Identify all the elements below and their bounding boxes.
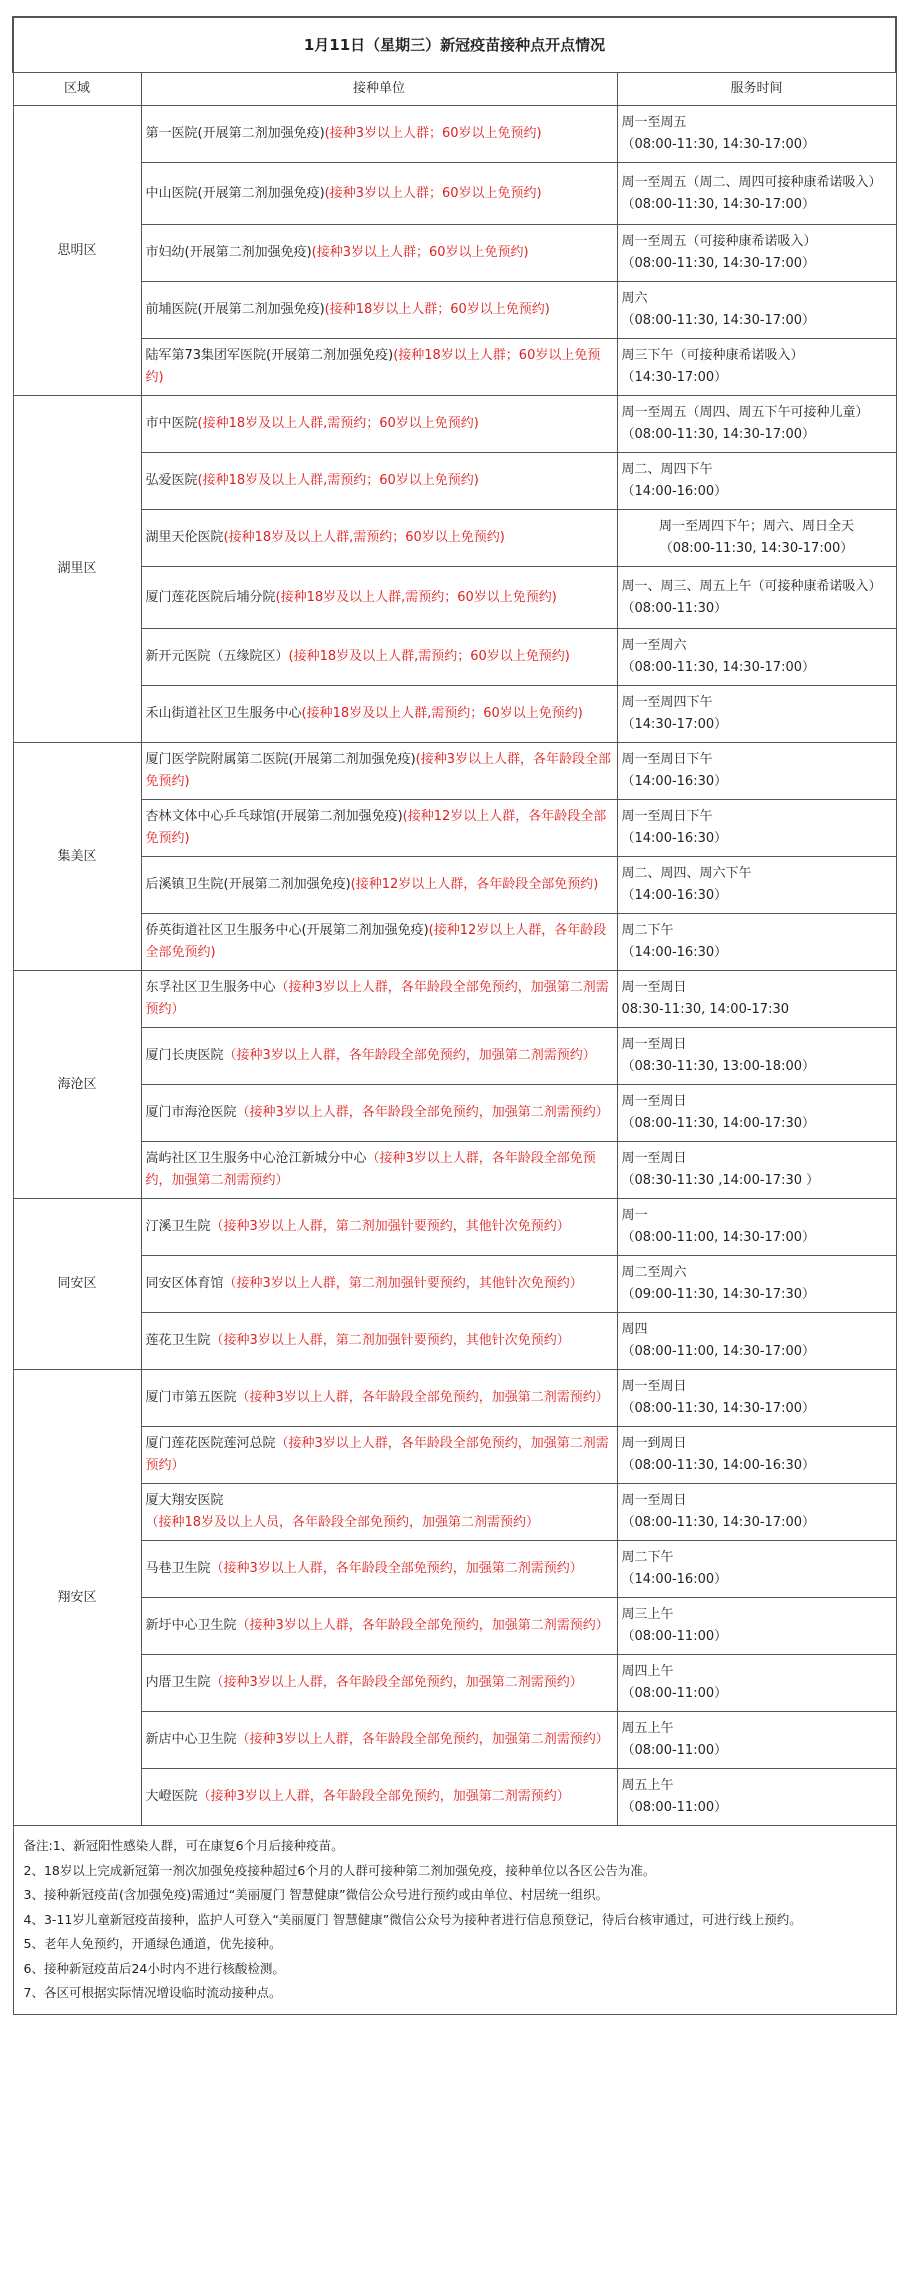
table-row xyxy=(13,163,896,225)
unit-note: (接种3岁以上人群；60岁以上免预约) xyxy=(324,185,542,201)
unit-name: 汀溪卫生院 xyxy=(145,1219,211,1234)
vaccination-unit xyxy=(141,1712,617,1769)
vaccination-unit xyxy=(141,1484,617,1541)
service-hours: （14:00-16:30） xyxy=(621,774,728,789)
table-row xyxy=(13,1769,896,1826)
service-time xyxy=(617,510,896,567)
service-days: 周一至周五（可接种康希诺吸入） xyxy=(621,234,817,249)
service-hours: （14:00-16:30） xyxy=(621,888,728,903)
unit-name: 前埔医院(开展第二剂加强免疫) xyxy=(145,302,325,317)
unit-note: (接种18岁及以上人群,需预约；60岁以上免预约) xyxy=(288,649,570,664)
table-row xyxy=(13,106,896,163)
table-row xyxy=(13,1142,896,1199)
table-row xyxy=(13,1712,896,1769)
service-days: 周一至周日 xyxy=(621,980,687,995)
service-time xyxy=(617,743,896,800)
unit-name: 内厝卫生院 xyxy=(145,1675,211,1690)
service-days: 周二至周六 xyxy=(621,1265,687,1280)
unit-name: 新圩中心卫生院 xyxy=(145,1618,237,1633)
table-row xyxy=(13,282,896,339)
service-days: 周一至周五 xyxy=(621,115,687,130)
service-hours: （08:30-11:30, 13:00-18:00） xyxy=(621,1059,816,1074)
service-hours: （08:30-11:30 ,14:00-17:30 ） xyxy=(621,1173,820,1188)
service-hours: （14:00-16:00） xyxy=(621,1572,728,1587)
vaccination-unit xyxy=(141,686,617,743)
schedule-rows xyxy=(13,106,896,1826)
note-line: 6、接种新冠疫苗后24小时内不进行核酸检测。 xyxy=(23,1960,285,1976)
service-time xyxy=(617,1598,896,1655)
district-name: 翔安区 xyxy=(13,1370,141,1826)
unit-note: (接种12岁以上人群，各年龄段全部免预约) xyxy=(145,809,607,846)
service-time xyxy=(617,629,896,686)
service-time xyxy=(617,686,896,743)
unit-note: （接种3岁以上人群，第二剂加强针要预约，其他针次免预约） xyxy=(210,1219,570,1234)
service-hours: （08:00-11:30, 14:30-17:00） xyxy=(621,196,816,212)
service-days: 周一至周日 xyxy=(621,1493,687,1508)
unit-name: 新开元医院（五缘院区） xyxy=(145,649,289,664)
service-hours: （08:00-11:30, 14:30-17:00） xyxy=(621,427,816,442)
table-row xyxy=(13,1655,896,1712)
service-days: 周一至周四下午；周六、周日全天 xyxy=(659,519,855,534)
unit-name: 湖里天伦医院 xyxy=(145,530,224,545)
unit-note: （接种3岁以上人群，各年龄段全部免预约，加强第二剂需预约） xyxy=(236,1732,609,1747)
service-time xyxy=(617,1028,896,1085)
unit-name: 东孚社区卫生服务中心 xyxy=(145,980,276,995)
service-hours: （08:00-11:30, 14:30-17:00） xyxy=(621,1401,816,1416)
service-hours: （08:00-11:30, 14:30-17:00） xyxy=(659,541,854,556)
vaccination-unit xyxy=(141,743,617,800)
service-hours: （08:00-11:00, 14:30-17:00） xyxy=(621,1344,816,1359)
vaccination-unit xyxy=(141,1313,617,1370)
vaccination-unit xyxy=(141,225,617,282)
service-days: 周一至周日 xyxy=(621,1151,687,1166)
service-days: 周二下午 xyxy=(621,923,674,938)
unit-note: （接种3岁以上人群，各年龄段全部免预约，加强第二剂需预约） xyxy=(236,1390,609,1405)
note-line: 7、各区可根据实际情况增设临时流动接种点。 xyxy=(23,1985,282,2000)
unit-name: 后溪镇卫生院(开展第二剂加强免疫) xyxy=(145,877,351,892)
vaccination-unit xyxy=(141,1598,617,1655)
table-row xyxy=(13,1256,896,1313)
unit-note: (接种18岁及以上人群,需预约；60岁以上免预约) xyxy=(275,589,557,605)
unit-name: 大嶝医院 xyxy=(145,1789,198,1804)
table-row xyxy=(13,567,896,629)
table-row xyxy=(13,1370,896,1427)
vaccination-unit xyxy=(141,510,617,567)
table-row xyxy=(13,800,896,857)
service-hours: （08:00-11:00） xyxy=(621,1800,728,1815)
unit-name: 杏林文体中心乒乓球馆(开展第二剂加强免疫) xyxy=(145,809,403,824)
vaccination-unit xyxy=(141,453,617,510)
district-name: 湖里区 xyxy=(13,396,141,743)
service-time xyxy=(617,857,896,914)
vaccination-unit xyxy=(141,282,617,339)
vaccination-unit xyxy=(141,1085,617,1142)
vaccination-unit xyxy=(141,1199,617,1256)
unit-note: （接种3岁以上人群，各年龄段全部免预约，加强第二剂需预约） xyxy=(223,1048,596,1063)
service-hours: （08:00-11:00, 14:30-17:00） xyxy=(621,1230,816,1245)
unit-note: (接种18岁及以上人群,需预约；60岁以上免预约) xyxy=(197,473,479,488)
header-unit: 接种单位 xyxy=(141,73,617,106)
table-row xyxy=(13,857,896,914)
notes-section xyxy=(13,1826,896,2015)
unit-note: (接种12岁以上人群，各年龄段全部免预约) xyxy=(350,877,599,892)
unit-note: （接种3岁以上人群，各年龄段全部免预约，加强第二剂需预约） xyxy=(145,1436,609,1473)
service-days: 周一到周日 xyxy=(621,1436,687,1451)
service-hours: （14:00-16:30） xyxy=(621,945,728,960)
service-hours: （08:00-11:30, 14:30-17:00） xyxy=(621,313,816,328)
unit-note: （接种3岁以上人群，第二剂加强针要预约，其他针次免预约） xyxy=(210,1333,570,1348)
vaccination-unit xyxy=(141,163,617,225)
service-time xyxy=(617,453,896,510)
table-row xyxy=(13,510,896,567)
service-time xyxy=(617,914,896,971)
unit-note: (接种12岁以上人群，各年龄段全部免预约) xyxy=(145,923,607,960)
header-area: 区域 xyxy=(13,73,141,106)
service-days: 周三下午（可接种康希诺吸入） xyxy=(621,348,804,363)
vaccination-unit xyxy=(141,396,617,453)
vaccination-unit xyxy=(141,339,617,396)
service-hours: （08:00-11:30, 14:30-17:00） xyxy=(621,137,816,152)
unit-note: (接种18岁及以上人群,需预约；60岁以上免预约) xyxy=(223,530,505,545)
unit-name: 厦门市第五医院 xyxy=(145,1390,237,1405)
vaccination-unit xyxy=(141,914,617,971)
vaccination-unit xyxy=(141,1370,617,1427)
page-title: 1月11日（星期三）新冠疫苗接种点开点情况 xyxy=(13,17,896,73)
unit-name: 莲花卫生院 xyxy=(145,1333,211,1348)
service-hours: （14:30-17:00） xyxy=(621,370,728,385)
service-hours: （08:00-11:30, 14:00-17:30） xyxy=(621,1116,816,1131)
table-row xyxy=(13,1541,896,1598)
vaccination-unit xyxy=(141,1427,617,1484)
unit-note: (接种18岁及以上人群,需预约；60岁以上免预约) xyxy=(301,706,583,721)
unit-note: (接种3岁以上人群；60岁以上免预约) xyxy=(311,245,529,260)
table-row xyxy=(13,1199,896,1256)
table-row xyxy=(13,225,896,282)
service-hours: （08:00-11:30, 14:30-17:00） xyxy=(621,660,816,675)
vaccination-unit xyxy=(141,1256,617,1313)
table-row xyxy=(13,1085,896,1142)
service-days: 周一至周日 xyxy=(621,1379,687,1394)
unit-note: （接种3岁以上人群，各年龄段全部免预约，加强第二剂需预约） xyxy=(145,980,609,1017)
service-time xyxy=(617,800,896,857)
service-hours: （14:00-16:30） xyxy=(621,831,728,846)
schedule-table xyxy=(12,16,897,2015)
service-days: 周六 xyxy=(621,291,648,306)
service-time xyxy=(617,339,896,396)
note-line: 3、接种新冠疫苗(含加强免疫)需通过“美丽厦门 智慧健康”微信公众号进行预约或由单位、村居统一组织。 xyxy=(23,1887,609,1902)
note-line: 2、18岁以上完成新冠第一剂次加强免疫接种超过6个月的人群可接种第二剂加强免疫，接种单位以各区公告为准。 xyxy=(23,1862,656,1878)
service-time xyxy=(617,1142,896,1199)
unit-name: 第一医院(开展第二剂加强免疫) xyxy=(145,126,325,141)
unit-name: 厦门长庚医院 xyxy=(145,1048,224,1063)
service-hours: （08:00-11:30, 14:00-16:30） xyxy=(621,1458,816,1473)
table-row xyxy=(13,1427,896,1484)
unit-note: （接种3岁以上人群，各年龄段全部免预约，加强第二剂需预约） xyxy=(145,1151,596,1188)
unit-note: (接种18岁以上人群；60岁以上免预约) xyxy=(145,348,601,385)
note-line: 5、老年人免预约，开通绿色通道，优先接种。 xyxy=(23,1936,282,1951)
unit-note: （接种3岁以上人群，各年龄段全部免预约，加强第二剂需预约） xyxy=(210,1675,583,1690)
vaccination-schedule-sheet xyxy=(12,16,895,2015)
unit-note: (接种3岁以上人群；60岁以上免预约) xyxy=(324,126,542,141)
table-row xyxy=(13,396,896,453)
service-hours: （08:00-11:00） xyxy=(621,1743,728,1758)
district-name: 思明区 xyxy=(13,106,141,396)
unit-note: （接种3岁以上人群，第二剂加强针要预约，其他针次免预约） xyxy=(223,1276,583,1291)
note-line: 4、3-11岁儿童新冠疫苗接种，监护人可登入“美丽厦门 智慧健康”微信公众号为接种者进行信息预登记，待后台核审通过，可进行线上预约。 xyxy=(23,1911,802,1927)
table-row xyxy=(13,629,896,686)
unit-note: (接种18岁及以上人群,需预约；60岁以上免预约) xyxy=(197,416,479,431)
vaccination-unit xyxy=(141,1028,617,1085)
service-days: 周四上午 xyxy=(621,1664,674,1679)
service-days: 周一至周日 xyxy=(621,1037,687,1052)
service-hours: （08:00-11:30, 14:30-17:00） xyxy=(621,256,816,271)
service-hours: （08:00-11:00） xyxy=(621,1686,728,1701)
service-days: 周一至周日 xyxy=(621,1094,687,1109)
service-hours: （08:00-11:30） xyxy=(621,600,728,616)
unit-name: 侨英街道社区卫生服务中心(开展第二剂加强免疫) xyxy=(145,923,429,938)
vaccination-unit xyxy=(141,629,617,686)
vaccination-unit xyxy=(141,1655,617,1712)
unit-note: （接种3岁以上人群，各年龄段全部免预约，加强第二剂需预约） xyxy=(236,1105,609,1120)
unit-name: 厦门莲花医院后埔分院 xyxy=(145,589,276,605)
service-hours: （08:00-11:00） xyxy=(621,1629,728,1644)
table-row xyxy=(13,743,896,800)
service-time xyxy=(617,1313,896,1370)
vaccination-unit xyxy=(141,1142,617,1199)
service-time xyxy=(617,163,896,225)
service-time xyxy=(617,1427,896,1484)
unit-name: 市妇幼(开展第二剂加强免疫) xyxy=(145,245,312,260)
service-days: 周五上午 xyxy=(621,1778,674,1793)
service-time xyxy=(617,282,896,339)
table-row xyxy=(13,914,896,971)
service-time xyxy=(617,1769,896,1826)
unit-name: 厦门莲花医院莲河总院 xyxy=(145,1436,276,1451)
service-time xyxy=(617,1655,896,1712)
service-hours: 08:30-11:30, 14:00-17:30 xyxy=(621,1002,790,1017)
unit-note: （接种3岁以上人群，各年龄段全部免预约，加强第二剂需预约） xyxy=(236,1618,609,1633)
service-days: 周五上午 xyxy=(621,1721,674,1736)
unit-name: 弘爱医院 xyxy=(145,473,198,488)
unit-name: 嵩屿社区卫生服务中心沧江新城分中心 xyxy=(145,1151,367,1166)
service-days: 周一至周五（周二、周四可接种康希诺吸入） xyxy=(621,174,882,190)
service-time xyxy=(617,1085,896,1142)
service-days: 周一至周六 xyxy=(621,638,687,653)
service-hours: （08:00-11:30, 14:30-17:00） xyxy=(621,1515,816,1530)
service-days: 周一至周日下午 xyxy=(621,752,713,767)
vaccination-unit xyxy=(141,1769,617,1826)
unit-name: 禾山街道社区卫生服务中心 xyxy=(145,706,302,721)
service-hours: （14:30-17:00） xyxy=(621,717,728,732)
district-name: 同安区 xyxy=(13,1199,141,1370)
unit-name: 中山医院(开展第二剂加强免疫) xyxy=(145,185,325,201)
service-time xyxy=(617,1484,896,1541)
table-row xyxy=(13,1028,896,1085)
unit-name: 陆军第73集团军医院(开展第二剂加强免疫) xyxy=(145,348,394,363)
service-time xyxy=(617,106,896,163)
service-hours: （14:00-16:00） xyxy=(621,484,728,499)
table-row xyxy=(13,453,896,510)
unit-note: （接种18岁及以上人员，各年龄段全部免预约，加强第二剂需预约） xyxy=(145,1515,540,1530)
vaccination-unit xyxy=(141,971,617,1028)
service-days: 周二、周四、周六下午 xyxy=(621,866,752,881)
service-days: 周二、周四下午 xyxy=(621,462,713,477)
unit-note: （接种3岁以上人群，各年龄段全部免预约，加强第二剂需预约） xyxy=(197,1789,570,1804)
service-time xyxy=(617,396,896,453)
service-time xyxy=(617,1199,896,1256)
table-row xyxy=(13,339,896,396)
unit-note: (接种3岁以上人群，各年龄段全部免预约) xyxy=(145,752,611,789)
service-time xyxy=(617,1712,896,1769)
district-name: 集美区 xyxy=(13,743,141,971)
table-row xyxy=(13,971,896,1028)
unit-name: 厦大翔安医院 xyxy=(145,1493,224,1508)
unit-name: 厦门医学院附属第二医院(开展第二剂加强免疫) xyxy=(145,752,416,767)
unit-name: 马巷卫生院 xyxy=(145,1561,211,1576)
service-time xyxy=(617,971,896,1028)
service-days: 周一、周三、周五上午（可接种康希诺吸入） xyxy=(621,578,882,594)
service-days: 周四 xyxy=(621,1322,648,1337)
unit-name: 厦门市海沧医院 xyxy=(145,1105,237,1120)
service-time xyxy=(617,1370,896,1427)
table-row xyxy=(13,686,896,743)
vaccination-unit xyxy=(141,1541,617,1598)
unit-name: 同安区体育馆 xyxy=(145,1276,224,1291)
note-line: 备注:1、新冠阳性感染人群，可在康复6个月后接种疫苗。 xyxy=(23,1838,344,1853)
service-hours: （09:00-11:30, 14:30-17:30） xyxy=(621,1287,816,1302)
service-days: 周三上午 xyxy=(621,1607,674,1622)
unit-name: 市中医院 xyxy=(145,416,198,431)
vaccination-unit xyxy=(141,106,617,163)
service-time xyxy=(617,1256,896,1313)
service-days: 周二下午 xyxy=(621,1550,674,1565)
service-days: 周一至周日下午 xyxy=(621,809,713,824)
vaccination-unit xyxy=(141,857,617,914)
unit-note: (接种18岁以上人群；60岁以上免预约) xyxy=(324,302,550,317)
header-time: 服务时间 xyxy=(617,73,896,106)
district-name: 海沧区 xyxy=(13,971,141,1199)
service-time xyxy=(617,1541,896,1598)
service-days: 周一至周五（周四、周五下午可接种儿童） xyxy=(621,405,869,420)
service-time xyxy=(617,567,896,629)
service-days: 周一 xyxy=(621,1208,648,1223)
unit-note: （接种3岁以上人群，各年龄段全部免预约，加强第二剂需预约） xyxy=(210,1561,583,1576)
vaccination-unit xyxy=(141,567,617,629)
vaccination-unit xyxy=(141,800,617,857)
unit-name: 新店中心卫生院 xyxy=(145,1732,237,1747)
table-row xyxy=(13,1484,896,1541)
table-row xyxy=(13,1598,896,1655)
service-days: 周一至周四下午 xyxy=(621,695,713,710)
service-time xyxy=(617,225,896,282)
table-row xyxy=(13,1313,896,1370)
